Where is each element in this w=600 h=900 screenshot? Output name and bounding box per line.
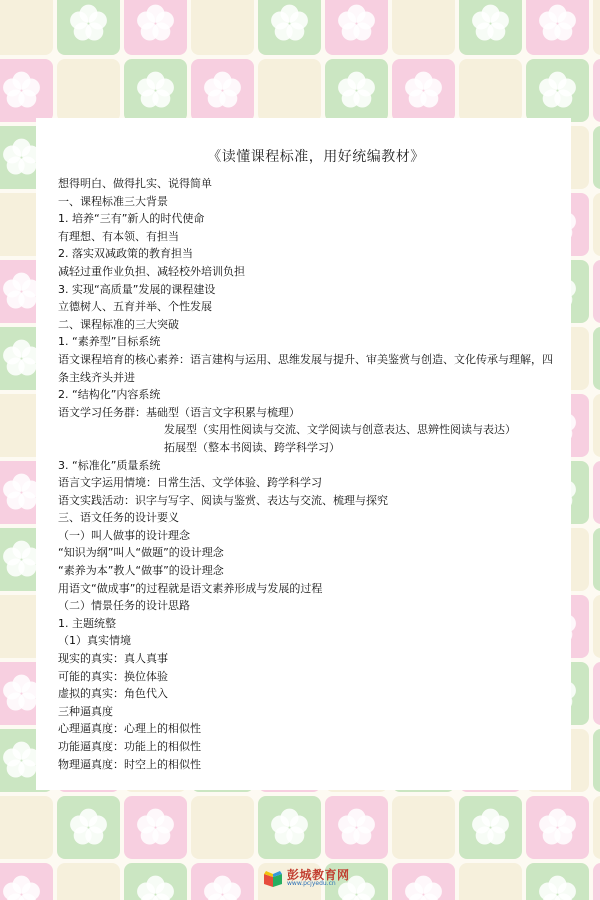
- document-title: 《读懂课程标准，用好统编教材》: [207, 149, 425, 165]
- background-tile: [593, 126, 600, 189]
- background-tile: [593, 260, 600, 323]
- section-heading: 二、课程标准的三大突破: [58, 317, 179, 331]
- text-line: 功能逼真度：功能上的相似性: [58, 740, 201, 753]
- text-line: 拓展型（整本书阅读、跨学科学习）: [164, 440, 340, 454]
- background-tile: [392, 0, 455, 55]
- background-tile: [258, 796, 321, 859]
- background-tile: [593, 0, 600, 55]
- background-tile: [593, 796, 600, 859]
- text-line: （二）情景任务的设计思路: [58, 599, 190, 613]
- background-tile: [392, 59, 455, 122]
- background-tile: [258, 59, 321, 122]
- text-line: 3. “标准化”质量系统: [58, 458, 161, 472]
- text-line: 语文实践活动：识字与写字、阅读与鉴赏、表达与交流、梳理与探究: [58, 493, 388, 507]
- text-line: 减轻过重作业负担、减轻校外培训负担: [58, 264, 245, 278]
- background-tile: [124, 59, 187, 122]
- background-tile: [593, 394, 600, 457]
- text-line: 1. 主题统整: [58, 616, 116, 630]
- document-body: [58, 146, 558, 773]
- text-line: 虚拟的真实：角色代入: [58, 687, 168, 701]
- text-line: 心理逼真度：心理上的相似性: [58, 722, 201, 736]
- background-tile: [593, 193, 600, 256]
- background-tile: [325, 796, 388, 859]
- text-line: 语言文字运用情境：日常生活、文学体验、跨学科学习: [58, 476, 322, 490]
- text-line: 可能的真实：换位体验: [58, 669, 168, 683]
- text-line: 物理逼真度：时空上的相似性: [58, 757, 201, 771]
- text-line: “素养为本”教人“做事”的设计理念: [58, 564, 224, 578]
- background-tile: [459, 796, 522, 859]
- text-line: 2. “结构化”内容系统: [58, 388, 161, 402]
- text-line: 想得明白、做得扎实、说得简单: [58, 177, 212, 190]
- background-tile: [325, 59, 388, 122]
- text-line: 1. 培养“三有”新人的时代使命: [58, 212, 205, 226]
- logo-name: 彭城教育网: [287, 868, 350, 882]
- background-tile: [57, 796, 120, 859]
- logo-url: www.pcjyedu.cn: [287, 880, 336, 887]
- background-tile: [392, 796, 455, 859]
- background-tile: [0, 0, 53, 55]
- site-logo: [262, 866, 350, 890]
- text-line: （1）真实情境: [58, 634, 131, 648]
- background-tile: [593, 528, 600, 591]
- background-tile: [526, 59, 589, 122]
- background-tile: [191, 0, 254, 55]
- text-line: 有理想、有本领、有担当: [58, 229, 179, 243]
- text-line: 三种逼真度: [58, 704, 113, 718]
- background-tile: [593, 461, 600, 524]
- background-tile: [0, 796, 53, 859]
- text-line: “知识为纲”叫人“做题”的设计理念: [58, 546, 224, 560]
- section-heading: 一、课程标准三大背景: [58, 194, 168, 208]
- background-tile: [459, 863, 522, 900]
- book-logo-icon: [262, 868, 284, 888]
- background-tile: [526, 796, 589, 859]
- background-tile: [191, 796, 254, 859]
- background-tile: [459, 59, 522, 122]
- background-tile: [57, 863, 120, 900]
- text-line: 3. 实现“高质量”发展的课程建设: [58, 282, 216, 296]
- text-line: 现实的真实：真人真事: [58, 652, 168, 666]
- text-line: 2. 落实双减政策的教育担当: [58, 247, 193, 261]
- background-tile: [593, 595, 600, 658]
- background-tile: [593, 662, 600, 725]
- background-tile: [593, 863, 600, 900]
- text-line: 立德树人、五育并举、个性发展: [58, 300, 212, 314]
- text-line: 语文课程培育的核心素养：语言建构与运用、思维发展与提升、审美鉴赏与创造、文化传承与理解，四条主线齐头并进: [58, 352, 553, 384]
- text-line: 语文学习任务群：基础型（语言文字积累与梳理）: [58, 405, 300, 419]
- background-tile: [191, 59, 254, 122]
- background-tile: [593, 327, 600, 390]
- text-line: 发展型（实用性阅读与交流、文学阅读与创意表达、思辨性阅读与表达）: [164, 423, 516, 437]
- background-tile: [124, 796, 187, 859]
- background-tile: [593, 729, 600, 792]
- text-line: 1. “素养型”目标系统: [58, 335, 161, 349]
- text-line: 用语文“做成事”的过程就是语文素养形成与发展的过程: [58, 581, 323, 595]
- text-line: （一）叫人做事的设计理念: [58, 528, 190, 542]
- background-tile: [593, 59, 600, 122]
- section-heading: 三、语文任务的设计要义: [58, 511, 179, 525]
- background-tile: [57, 59, 120, 122]
